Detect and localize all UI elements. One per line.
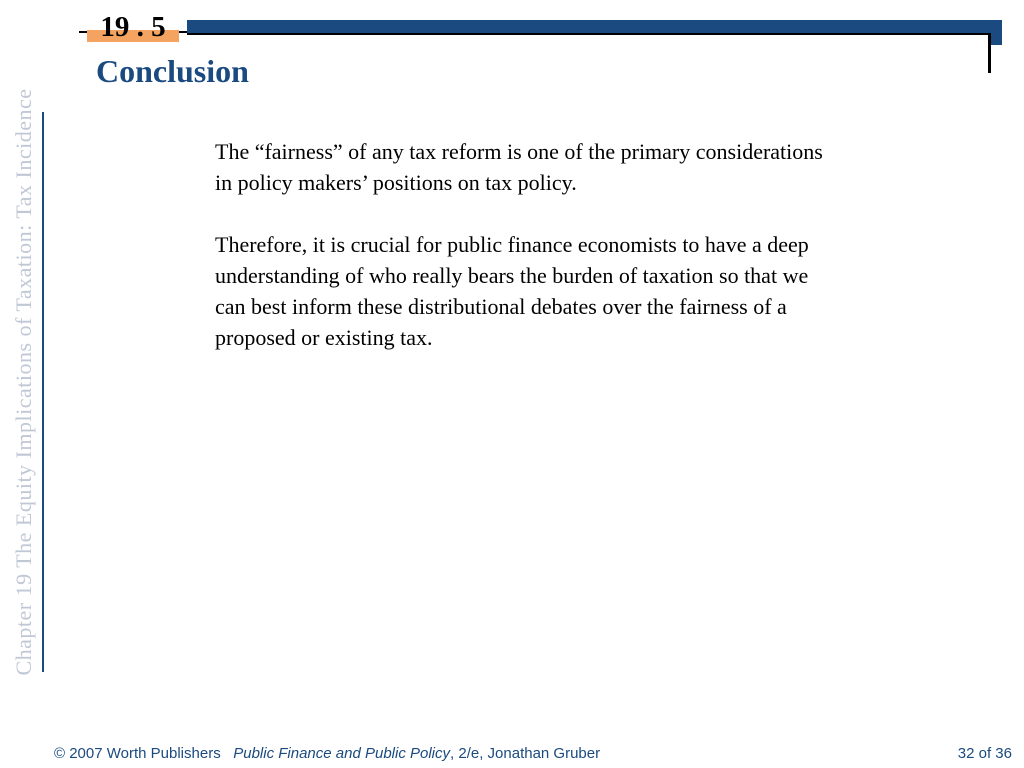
header-black-vertical [988,33,991,73]
header-dash-right [179,31,187,33]
header-blue-bar-tab [990,20,1002,45]
header-dash-left [79,31,87,33]
footer-book-title: Public Finance and Public Policy [233,745,451,762]
header-blue-bar [187,20,1002,33]
body-text [215,136,835,384]
page-count: 32 of 36 [957,745,1012,762]
paragraph: The “fairness” of any tax reform is one of the primary considerations in policy makers’ positions on tax policy. [215,139,823,195]
slide-title: Conclusion [96,53,249,89]
section-number: 19 . 5 [100,11,166,43]
footer [54,745,600,762]
side-rule [42,112,44,672]
footer-copyright: © 2007 Worth Publishers [54,745,221,762]
paragraph: Therefore, it is crucial for public finance economists to have a deep understanding of who really bears the burden of taxation so that we can best inform these distributional debates over the fairness of a proposed or existing tax. [215,232,809,350]
section-number-box [87,11,179,43]
chapter-label: Chapter 19 The Equity Implications of Taxation: Tax Incidence [11,88,36,676]
footer-edition-author: , 2/e, Jonathan Gruber [450,745,601,762]
header-black-line [187,33,990,35]
